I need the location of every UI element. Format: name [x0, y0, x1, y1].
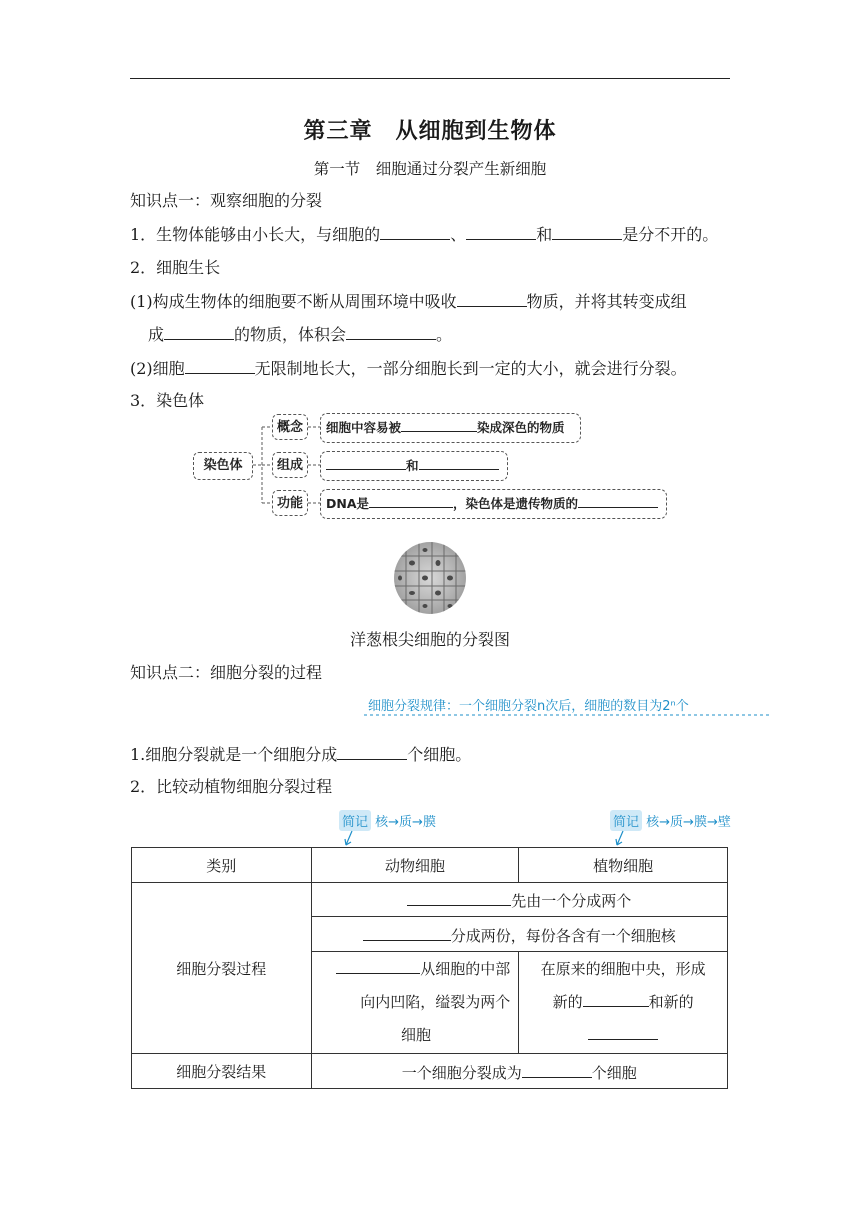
- blank: [522, 1060, 592, 1078]
- comparison-table: [131, 847, 728, 1089]
- table-header: 植物细胞: [519, 848, 728, 883]
- blank: [578, 493, 658, 508]
- blank: [326, 455, 406, 470]
- mindmap-concept-label: 概念: [272, 414, 308, 440]
- kp2-q1: 1.细胞分裂就是一个细胞分成 个细胞。: [130, 742, 471, 767]
- table-header-row: [132, 848, 728, 883]
- process-label: 细胞分裂过程: [132, 883, 312, 1054]
- blank: [336, 956, 420, 974]
- blank: [369, 493, 453, 508]
- table-header: 类别: [132, 848, 312, 883]
- blank: [337, 742, 407, 760]
- memo-tag: 简记: [610, 810, 642, 831]
- kp1-q3: 3．染色体: [130, 391, 205, 410]
- kp1-q2: 2．细胞生长: [130, 258, 221, 277]
- memo-arrow-icon: [340, 830, 360, 848]
- memo-animal: 简记 核→质→膜: [339, 810, 436, 831]
- blank: [419, 455, 499, 470]
- kp1-q2-2: (2)细胞 无限制地长大，一部分细胞长到一定的大小，就会进行分裂。: [130, 356, 687, 381]
- mindmap-function-label: 功能: [272, 490, 308, 516]
- memo-arrow-icon: [611, 830, 631, 848]
- blank: [583, 989, 649, 1007]
- kp1-q2-1b: 成 的物质，体积会 。: [148, 322, 452, 347]
- kp1-q1: 1．生物体能够由小长大，与细胞的 、 和 是分不开的。: [130, 222, 718, 247]
- mindmap-composition-label: 组成: [272, 452, 308, 478]
- chapter-title: 第三章 从细胞到生物体: [303, 118, 557, 144]
- onion-root-tip-micrograph: [394, 542, 466, 614]
- mindmap-root: 染色体: [193, 452, 253, 480]
- mindmap-function-box: DNA是 ，染色体是遗传物质的: [320, 489, 667, 519]
- animal-step-3: 从细胞的中部 向内凹陷，缢裂为两个 细胞: [311, 952, 519, 1054]
- blank: [401, 417, 477, 432]
- kp2-heading: 知识点二：细胞分裂的过程: [130, 663, 323, 682]
- table-row: [132, 883, 728, 917]
- table-row: [132, 1054, 728, 1089]
- mindmap-composition-box: 和: [320, 451, 508, 481]
- memo-plant: 简记 核→质→膜→壁: [610, 810, 731, 831]
- kp2-q2: 2．比较动植物细胞分裂过程: [130, 777, 333, 796]
- memo-tag: 简记: [339, 810, 371, 831]
- blank: [363, 923, 451, 941]
- result-value: 一个细胞分裂成为 个细胞: [311, 1054, 727, 1089]
- result-label: 细胞分裂结果: [132, 1054, 312, 1089]
- blank: [588, 1022, 658, 1040]
- process-step-1: 先由一个分成两个: [311, 883, 727, 917]
- kp1-q2-1: (1)构成生物体的细胞要不断从周围环境中吸收 物质，并将其转变成组: [130, 289, 687, 314]
- process-step-2: 分成两份，每份各含有一个细胞核: [311, 917, 727, 952]
- kp1-heading: 知识点一：观察细胞的分裂: [130, 191, 323, 210]
- figure-caption: 洋葱根尖细胞的分裂图: [349, 630, 510, 649]
- table-header: 动物细胞: [311, 848, 519, 883]
- mindmap-concept-box: 细胞中容易被 染成深色的物质: [320, 413, 581, 443]
- plant-step-3: 在原来的细胞中央，形成 新的 和新的: [519, 952, 728, 1054]
- cell-grid-pattern: [394, 542, 466, 614]
- note-underline: [364, 712, 774, 722]
- section-subtitle: 第一节 细胞通过分裂产生新细胞: [313, 160, 547, 178]
- blank: [407, 888, 511, 906]
- division-rule-note: 细胞分裂规律：一个细胞分裂n次后，细胞的数目为2ⁿ个: [368, 699, 689, 714]
